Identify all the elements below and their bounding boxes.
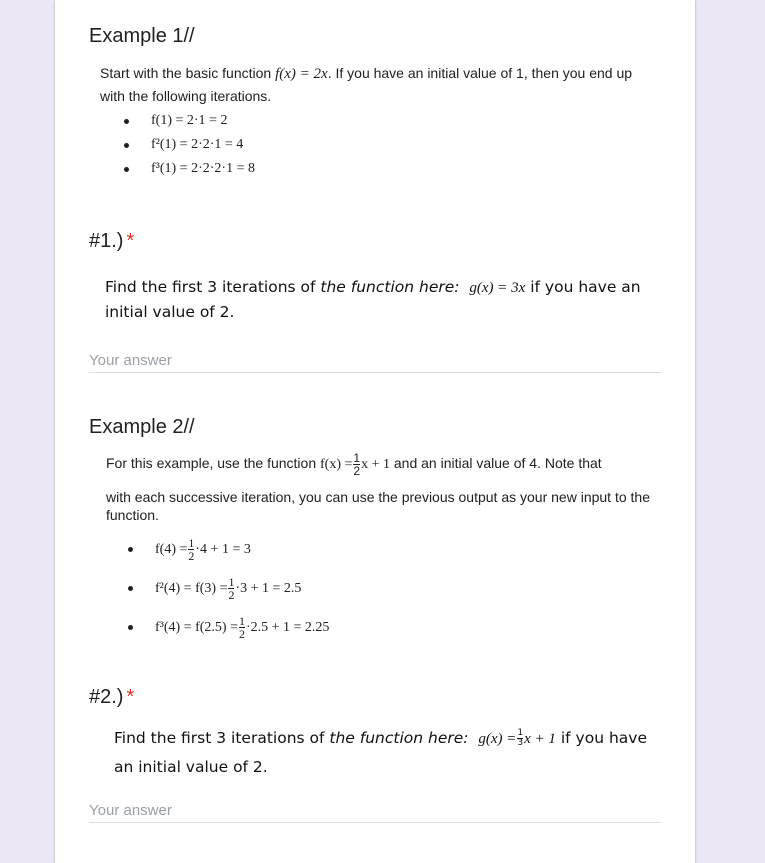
fraction bbox=[188, 537, 194, 562]
fraction-denominator: 2 bbox=[353, 464, 361, 478]
list-item bbox=[124, 133, 255, 157]
question1-function: g(x) = 3x bbox=[469, 280, 526, 296]
bullet-icon bbox=[128, 547, 133, 552]
question2-prompt-italic: the function here: bbox=[329, 729, 469, 747]
question2-answer-input[interactable] bbox=[89, 798, 661, 823]
fraction bbox=[353, 452, 360, 477]
iteration-text: f³(1) = 2·2·2·1 = 8 bbox=[151, 161, 255, 176]
bullet-icon bbox=[124, 167, 129, 172]
example1-text-before: Start with the basic function bbox=[100, 65, 276, 81]
list-item bbox=[124, 109, 255, 133]
question2-prompt-pre: Find the first 3 iterations of bbox=[114, 729, 330, 747]
list-item bbox=[124, 157, 255, 181]
iteration-text: f²(1) = 2·2·1 = 4 bbox=[151, 137, 244, 152]
iteration-rhs: ·2.5 + 1 = 2.25 bbox=[245, 620, 330, 635]
fraction-numerator: 1 bbox=[228, 575, 235, 590]
example1-description bbox=[100, 62, 660, 107]
question1-prompt-italic: the function here: bbox=[320, 278, 460, 296]
example2-description-line2: with each successive iteration, you can use the previous output as your new input to the function. bbox=[106, 489, 650, 523]
iteration-rhs: ·3 + 1 = 2.5 bbox=[235, 581, 302, 596]
fraction-denominator: 2 bbox=[238, 627, 245, 642]
example2-text-before: For this example, use the function bbox=[106, 455, 320, 472]
list-item bbox=[128, 530, 329, 569]
question1-prompt-pre: Find the first 3 iterations of bbox=[105, 278, 321, 296]
example1-text-after: . If you have an initial value of 1, then you end up with the following iterations. bbox=[100, 65, 633, 104]
form-card bbox=[55, 0, 695, 863]
list-item bbox=[128, 608, 329, 647]
fraction-numerator: 1 bbox=[353, 451, 361, 465]
required-marker: * bbox=[126, 230, 135, 252]
iteration-lhs: f³(4) = f(2.5) = bbox=[155, 620, 238, 635]
question1-prompt-post: if you have an initial value of 2. bbox=[105, 278, 641, 321]
iteration-rhs: ·4 + 1 = 3 bbox=[195, 542, 251, 557]
iteration-lhs: f²(4) = f(3) = bbox=[155, 581, 228, 596]
question2-function-rhs: x + 1 bbox=[524, 731, 556, 747]
example1-title: Example 1// bbox=[89, 25, 195, 47]
example2-iterations bbox=[128, 530, 329, 647]
bullet-icon bbox=[124, 119, 129, 124]
fraction-denominator: 2 bbox=[228, 588, 235, 603]
fraction-numerator: 1 bbox=[517, 728, 524, 738]
question2-label: #2.) bbox=[89, 686, 124, 708]
example2-function-rhs: x + 1 bbox=[361, 457, 390, 473]
example1-function: f(x) = 2x bbox=[275, 66, 328, 82]
example2-description bbox=[106, 452, 666, 477]
fraction-numerator: 1 bbox=[188, 536, 195, 551]
fraction-denominator: 2 bbox=[188, 549, 195, 564]
example2-title: Example 2// bbox=[89, 416, 195, 438]
fraction bbox=[239, 615, 245, 640]
fraction-denominator: 3 bbox=[517, 738, 524, 748]
bullet-icon bbox=[128, 586, 133, 591]
fraction-numerator: 1 bbox=[238, 614, 245, 629]
question2-function-lhs: g(x) = bbox=[478, 731, 517, 747]
bullet-icon bbox=[124, 143, 129, 148]
question2-prompt bbox=[114, 724, 659, 781]
example1-iterations bbox=[124, 109, 255, 181]
question1-title bbox=[89, 230, 134, 253]
question1-prompt bbox=[105, 275, 665, 324]
bullet-icon bbox=[128, 625, 133, 630]
iteration-text: f(1) = 2·1 = 2 bbox=[151, 113, 228, 128]
fraction bbox=[517, 729, 523, 748]
iteration-lhs: f(4) = bbox=[155, 542, 188, 557]
question2-title bbox=[89, 686, 134, 709]
question1-answer-input[interactable] bbox=[89, 348, 661, 373]
required-marker: * bbox=[126, 686, 135, 708]
example2-text-after: and an initial value of 4. Note that bbox=[389, 455, 602, 472]
question2-prompt-post: if you have an initial value of 2. bbox=[114, 729, 647, 776]
list-item bbox=[128, 569, 329, 608]
question1-label: #1.) bbox=[89, 230, 124, 252]
example2-function-lhs: f(x) = bbox=[320, 457, 353, 473]
fraction bbox=[228, 576, 234, 601]
